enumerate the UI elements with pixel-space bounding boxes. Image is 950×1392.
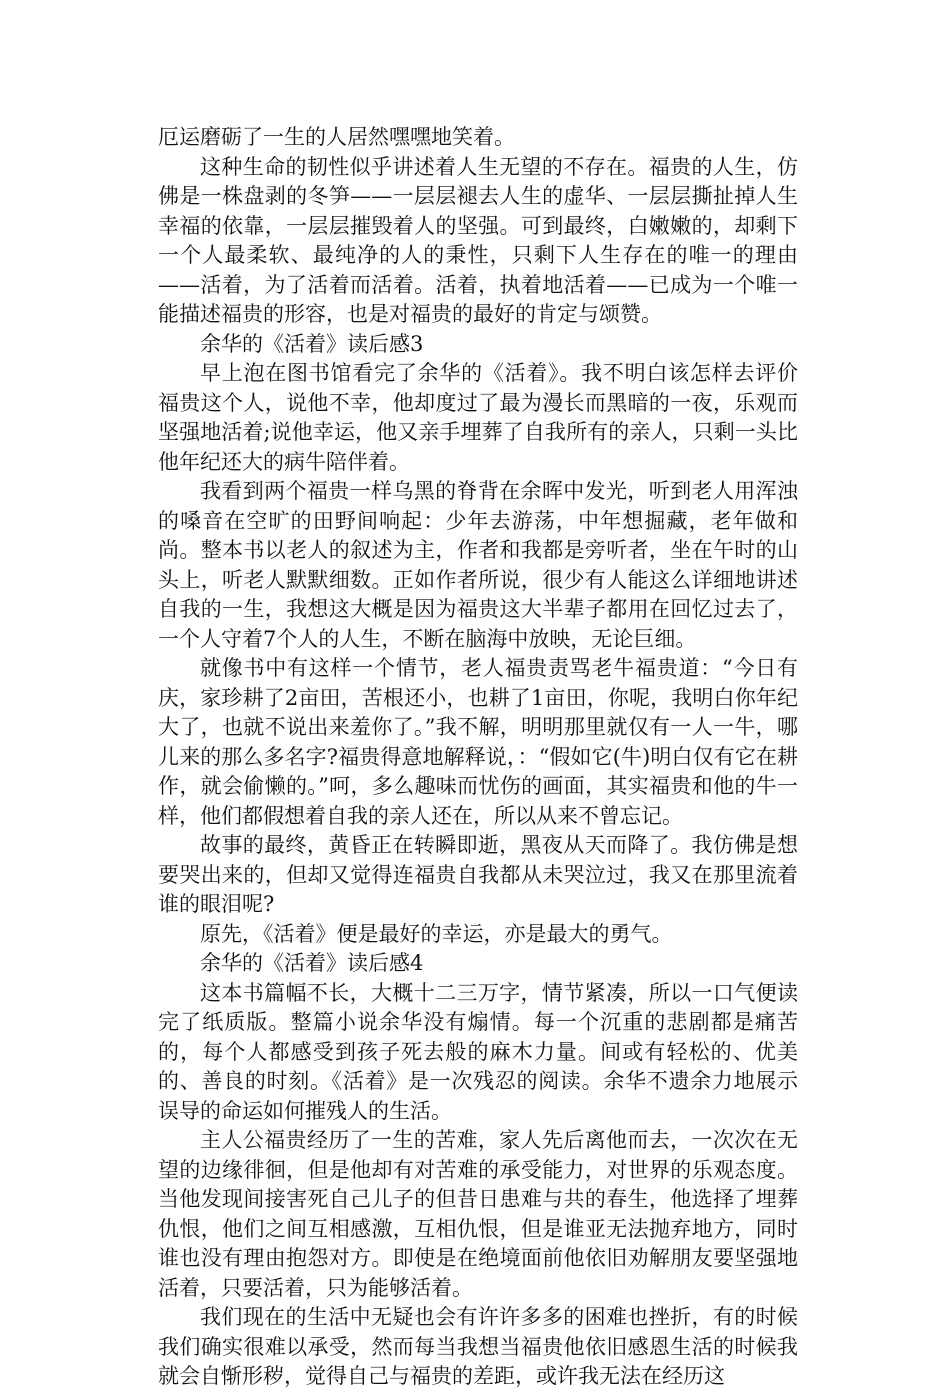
paragraph: 早上泡在图书馆看完了余华的《活着》。我不明白该怎样去评价福贵这个人，说他不幸，他却度过了最为漫长而黑暗的一夜，乐观而坚强地活着;说他幸运，他又亲手埋葬了自我所有的亲人，只剩一头比他年纪还大的病牛陪伴着。 xyxy=(158,361,798,474)
paragraph: 故事的最终，黄昏正在转瞬即逝，黑夜从天而降了。我仿佛是想要哭出来的，但却又觉得连福贵自我都从未哭泣过，我又在那里流着谁的眼泪呢? xyxy=(158,833,798,916)
paragraph: 这本书篇幅不长，大概十二三万字，情节紧凑，所以一口气便读完了纸质版。整篇小说余华没有煽情。每一个沉重的悲剧都是痛苦的，每个人都感受到孩子死去般的麻木力量。间或有轻松的、优美的、善良的时刻。《活着》是一次残忍的阅读。余华不遗余力地展示误导的命运如何摧残人的生活。 xyxy=(158,980,798,1123)
paragraph: 主人公福贵经历了一生的苦难，家人先后离他而去，一次次在无望的边缘徘徊，但是他却有对苦难的承受能力，对世界的乐观态度。当他发现间接害死自己儿子的但昔日患难与共的春生，他选择了埋葬仇恨，他们之间互相感激，互相仇恨，但是谁亚无法抛弃地方，同时谁也没有理由抱怨对方。即使是在绝境面前他依旧劝解朋友要坚强地活着，只要活着，只为能够活着。 xyxy=(158,1128,798,1300)
paragraph: 我看到两个福贵一样乌黑的脊背在余晖中发光，听到老人用浑浊的嗓音在空旷的田野间响起：少年去游荡，中年想掘藏，老年做和尚。整本书以老人的叙述为主，作者和我都是旁听者，坐在午时的山头上，听老人默默细数。正如作者所说，很少有人能这么详细地讲述自我的一生，我想这大概是因为福贵这大半辈子都用在回忆过去了，一个人守着7个人的人生，不断在脑海中放映，无论巨细。 xyxy=(158,479,798,651)
section-heading-4: 余华的《活着》读后感4 xyxy=(200,951,424,975)
paragraph: 我们现在的生活中无疑也会有许许多多的困难也挫折，有的时候我们确实很难以承受，然而每当我想当福贵他依旧感恩生活的时候我就会自惭形秽，觉得自己与福贵的差距，或许我无法在经历这 xyxy=(158,1305,798,1388)
paragraph: 这种生命的韧性似乎讲述着人生无望的不存在。福贵的人生，仿佛是一株盘剥的冬笋——一层层褪去人生的虚华、一层层撕扯掉人生幸福的依靠，一层层摧毁着人的坚强。可到最终，白嫩嫩的，却剩下一个人最柔软、最纯净的人的秉性，只剩下人生存在的唯一的理由——活着，为了活着而活着。活着，执着地活着——已成为一个唯一能描述福贵的形容，也是对福贵的最好的肯定与颂赞。 xyxy=(158,154,798,326)
section-heading-3: 余华的《活着》读后感3 xyxy=(200,331,424,356)
paragraph-continuation: 厄运磨砺了一生的人居然嘿嘿地笑着。 xyxy=(158,125,515,149)
paragraph: 就像书中有这样一个情节，老人福贵责骂老牛福贵道：“今日有庆，家珍耕了2亩田，苦根还小，也耕了1亩田，你呢，我明白你年纪大了，也就不说出来羞你了。”我不解，明明那里就仅有一人一牛，哪儿来的那么多名字?福贵得意地解释说，：“假如它(牛)明白仅有它在耕作，就会偷懒的。”呵，多么趣味而忧伤的画面，其实福贵和他的牛一样，他们都假想着自我的亲人还在，所以从来不曾忘记。 xyxy=(158,656,798,828)
document-body xyxy=(158,123,798,1392)
paragraph: 原先，《活着》便是最好的幸运，亦是最大的勇气。 xyxy=(200,921,673,946)
